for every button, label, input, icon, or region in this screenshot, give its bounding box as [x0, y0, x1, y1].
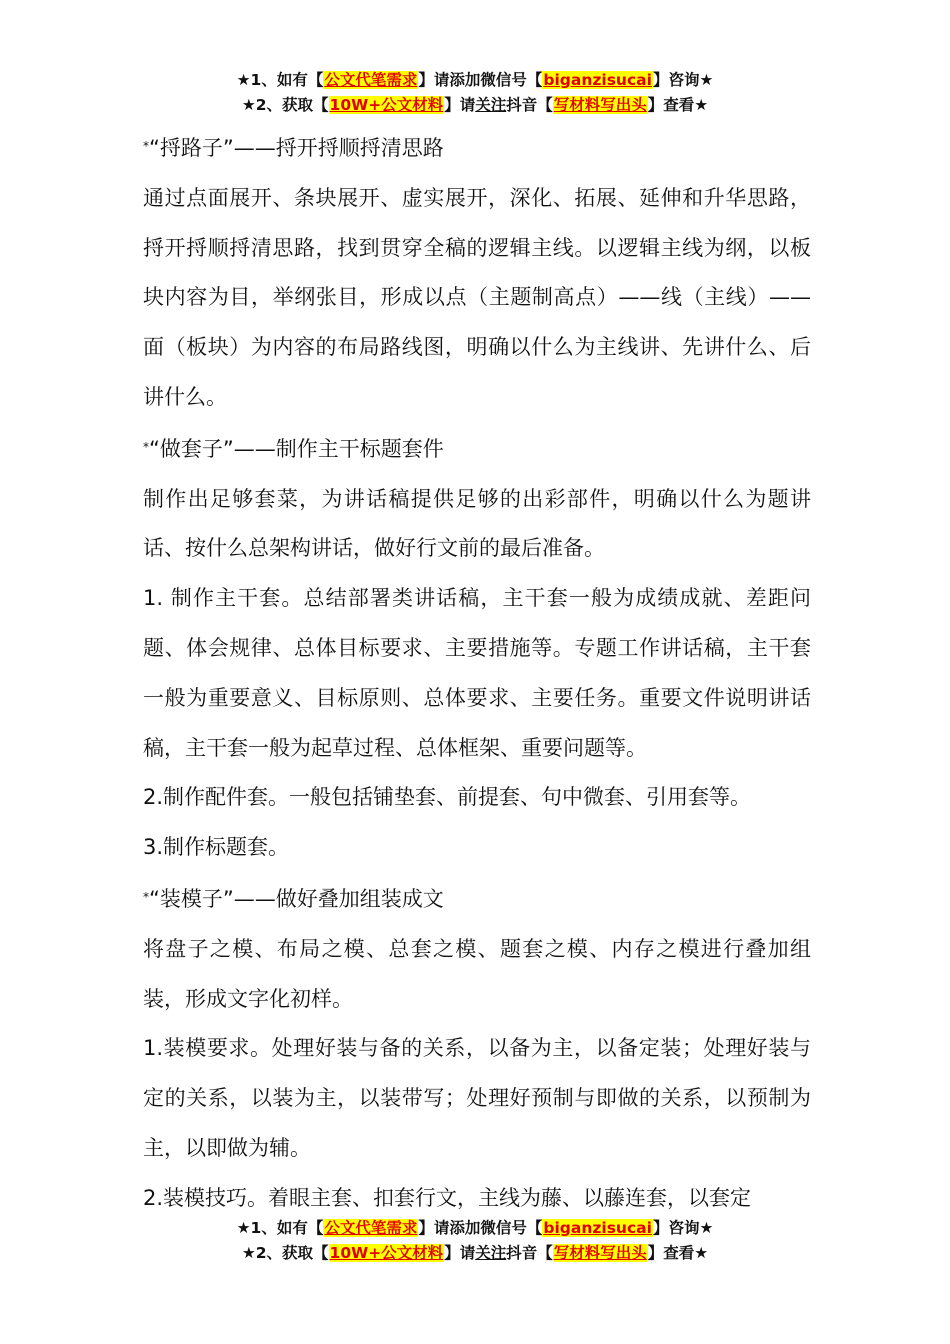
- paragraph: 将盘子之模、布局之模、总套之模、题套之模、内存之模进行叠加组装，形成文字化初样。: [143, 936, 811, 1011]
- bullet-marker: *: [143, 139, 149, 153]
- paragraph: 2.装模技巧。着眼主套、扣套行文，主线为藤、以藤连套，以套定: [143, 1185, 752, 1210]
- paragraph: 通过点面展开、条块展开、虚实展开，深化、拓展、延伸和升华思路，捋开捋顺捋清思路，找到贯穿全稿的逻辑主线。以逻辑主线为纲，以板块内容为目，举纲张目，形成以点（主题制高点）——线（主线）——面（板块）为内容的布局路线图，明确以什么为主线讲、先讲什么、后讲什么。: [143, 185, 811, 409]
- document-body: [143, 122, 811, 1224]
- highlight-wechat-id: biganzisucai: [543, 71, 652, 89]
- highlight-service: 公文代笔需求: [324, 1219, 418, 1237]
- bullet-marker: *: [143, 439, 149, 454]
- footer-banner: [0, 1216, 950, 1266]
- highlight-service: 公文代笔需求: [324, 71, 418, 89]
- section-heading: *“装模子”——做好叠加组装成文: [143, 886, 444, 911]
- paragraph: 1.装模要求。处理好装与备的关系，以备为主，以备定装；处理好装与定的关系，以装为主，以装带写；处理好预制与即做的关系，以预制为主，以即做为辅。: [143, 1036, 811, 1160]
- bullet-marker: *: [143, 889, 149, 904]
- section-heading: *“做套子”——制作主干标题套件: [143, 436, 444, 461]
- banner-line-2: ★2、获取【10W+公文材料】请关注抖音【写材料写出头】查看★: [241, 1244, 709, 1262]
- highlight-materials: 10W+公文材料: [329, 96, 444, 114]
- paragraph: 3.制作标题套。: [143, 835, 290, 860]
- banner-line-2: ★2、获取【10W+公文材料】请关注抖音【写材料写出头】查看★: [241, 96, 709, 114]
- highlight-douyin: 写材料写出头: [553, 1244, 647, 1262]
- banner-line-1: ★1、如有【公文代笔需求】请添加微信号【biganzisucai】咨询★: [236, 71, 714, 89]
- paragraph: 制作出足够套菜，为讲话稿提供足够的出彩部件，明确以什么为题讲话、按什么总架构讲话，做好行文前的最后准备。: [143, 486, 811, 561]
- highlight-douyin: 写材料写出头: [553, 96, 647, 114]
- highlight-materials: 10W+公文材料: [329, 1244, 444, 1262]
- paragraph: 1. 制作主干套。总结部署类讲话稿，主干套一般为成绩成就、差距问题、体会规律、总体目标要求、主要措施等。专题工作讲话稿，主干套一般为重要意义、目标原则、总体要求、主要任务。重要文件说明讲话稿，主干套一般为起草过程、总体框架、重要问题等。: [143, 586, 811, 760]
- paragraph: 2.制作配件套。一般包括铺垫套、前提套、句中微套、引用套等。: [143, 785, 752, 810]
- banner-line-1: ★1、如有【公文代笔需求】请添加微信号【biganzisucai】咨询★: [236, 1219, 714, 1237]
- highlight-wechat-id: biganzisucai: [543, 1219, 652, 1237]
- section-heading: *“捋路子”——捋开捋顺捋清思路: [143, 136, 444, 160]
- header-banner: [0, 68, 950, 118]
